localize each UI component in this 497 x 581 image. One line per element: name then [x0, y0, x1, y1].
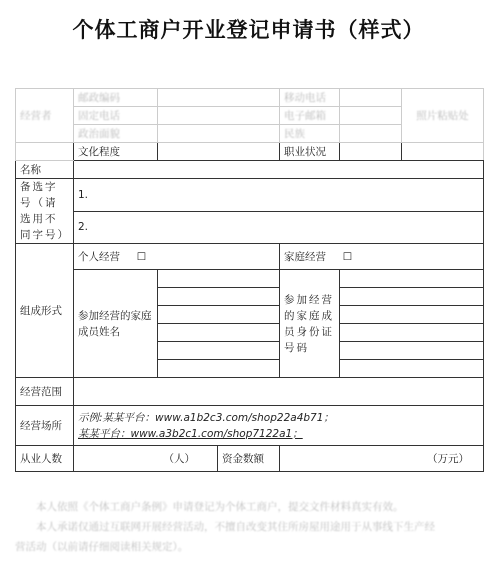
member-name-1[interactable] [158, 270, 280, 288]
employees-unit: （人） [163, 453, 195, 465]
postal-code-label: 邮政编码 [74, 89, 158, 107]
individual-checkbox[interactable]: ☐ [136, 251, 147, 263]
photo-cell-bottom [402, 143, 484, 161]
scope-label: 经营范围 [16, 378, 74, 406]
member-name-2[interactable] [158, 288, 280, 306]
occupation-label: 职业状况 [280, 143, 340, 161]
employees-field[interactable] [74, 446, 218, 472]
capital-field[interactable] [280, 446, 484, 472]
capital-unit: （万元） [427, 453, 469, 465]
alt-names-label: 备选字号（请选用不同字号） [16, 179, 74, 244]
alt-name-1[interactable]: 1. [74, 179, 484, 212]
political-field[interactable] [158, 125, 280, 143]
photo-area[interactable]: 照片粘贴处 [402, 89, 484, 143]
member-name-5[interactable] [158, 342, 280, 360]
scope-field[interactable] [74, 378, 484, 406]
alt-name-2[interactable]: 2. [74, 211, 484, 244]
family-option-label: 家庭经营 [284, 251, 326, 263]
member-name-3[interactable] [158, 306, 280, 324]
place-label: 经营场所 [16, 406, 74, 446]
phone-field[interactable] [158, 107, 280, 125]
composition-label: 组成形式 [16, 244, 74, 378]
family-members-names-label: 参加经营的家庭成员姓名 [74, 270, 158, 378]
place-field[interactable] [74, 406, 484, 446]
member-id-4[interactable] [340, 324, 484, 342]
name-field[interactable] [74, 161, 484, 179]
member-id-5[interactable] [340, 342, 484, 360]
note-line-1: 本人依照《个体工商户条例》申请登记为个体工商户，提交文件材料真实有效。 [36, 501, 404, 513]
member-name-4[interactable] [158, 324, 280, 342]
page-title: 个体工商户开业登记申请书（样式） [72, 17, 425, 42]
education-label: 文化程度 [74, 143, 158, 161]
occupation-field[interactable] [340, 143, 402, 161]
family-option[interactable] [280, 244, 484, 270]
application-form [15, 88, 484, 472]
email-label: 电子邮箱 [280, 107, 340, 125]
member-name-6[interactable] [158, 360, 280, 378]
individual-option-label: 个人经营 [78, 251, 120, 263]
name-label: 名称 [16, 161, 74, 179]
family-members-id-label: 参加经营的家庭成员身份证号码 [280, 270, 340, 378]
member-id-1[interactable] [340, 270, 484, 288]
place-example-line1: 示例:某某平台：www.a1b2c3.com/shop22a4b71； [78, 411, 334, 424]
operator-cell-bottom [16, 143, 74, 161]
capital-label: 资金数额 [218, 446, 280, 472]
place-example-line2: 某某平台：www.a3b2c1.com/shop7122a1； [78, 427, 303, 440]
email-field[interactable] [340, 107, 402, 125]
employees-label: 从业人数 [16, 446, 74, 472]
mobile-label: 移动电话 [280, 89, 340, 107]
member-id-2[interactable] [340, 288, 484, 306]
political-label: 政治面貌 [74, 125, 158, 143]
member-id-6[interactable] [340, 360, 484, 378]
postal-code-field[interactable] [158, 89, 280, 107]
ethnicity-field[interactable] [340, 125, 402, 143]
member-id-3[interactable] [340, 306, 484, 324]
declaration-notes [15, 497, 483, 557]
education-field[interactable] [158, 143, 280, 161]
individual-option[interactable] [74, 244, 280, 270]
phone-label: 固定电话 [74, 107, 158, 125]
family-checkbox[interactable]: ☐ [342, 251, 353, 263]
ethnicity-label: 民族 [280, 125, 340, 143]
mobile-field[interactable] [340, 89, 402, 107]
note-line-2: 本人承诺仅通过互联网开展经营活动，不擅自改变其住所房屋用途用于从事线下生产经 [36, 521, 435, 533]
note-line-3: 营活动（以前请仔细阅读相关规定）。 [15, 541, 189, 553]
operator-label: 经营者 [16, 89, 74, 143]
